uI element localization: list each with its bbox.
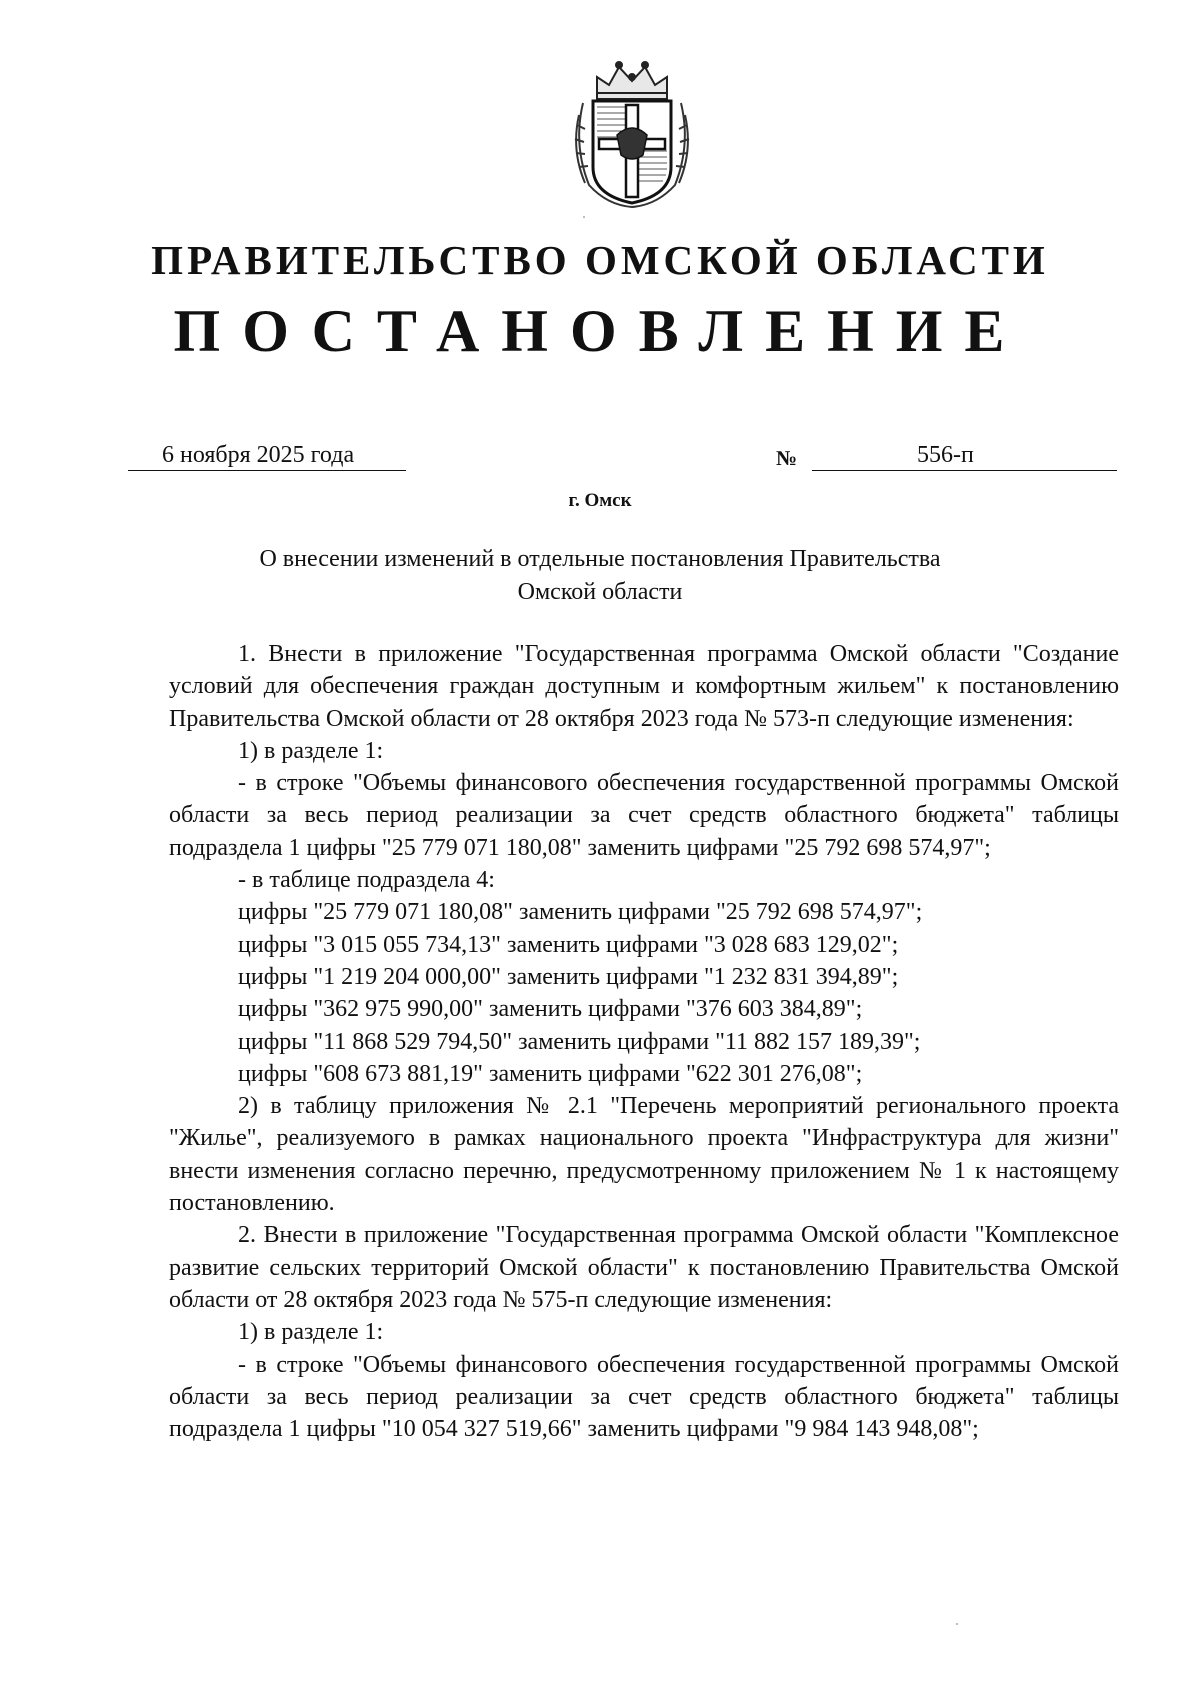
date-value: 6 ноября 2025 года bbox=[162, 442, 355, 468]
body-paragraph: цифры "11 868 529 794,50" заменить цифрами "11 882 157 189,39"; bbox=[238, 1028, 921, 1055]
body-paragraph: - в строке "Объемы финансового обеспечения государственной программы Омской области за весь период реализации за счет средств областного бюджета" таблицы подраздела 1 цифры "10 054 327 519,66" заменить цифрами "9 984 143 948,08"; bbox=[169, 1351, 1119, 1443]
document-subject bbox=[0, 543, 1200, 609]
scan-artifact bbox=[583, 216, 585, 218]
body-paragraph: цифры "1 219 204 000,00" заменить цифрами "1 232 831 394,89"; bbox=[238, 963, 899, 990]
body-paragraph: 2) в таблицу приложения № 2.1 "Перечень мероприятий регионального проекта "Жилье", реализуемого в рамках национального проекта "Инфраструктура для жизни" внести изменения согласно перечню, предусмотренному приложением № 1 к настоящему постановлению. bbox=[169, 1093, 1119, 1217]
subject-line-2: Омской области bbox=[517, 579, 683, 605]
coat-of-arms-emblem bbox=[567, 55, 697, 210]
scan-artifact bbox=[956, 1623, 958, 1625]
body-paragraph: 2. Внести в приложение "Государственная программа Омской области "Комплексное развитие сельских территорий Омской области" к постановлению Правительства Омской области от 28 октября 2023 года № 575-п следующие изменения: bbox=[169, 1222, 1119, 1313]
subject-line-1: О внесении изменений в отдельные постановления Правительства bbox=[259, 546, 941, 572]
body-paragraph: цифры "25 779 071 180,08" заменить цифрами "25 792 698 574,97"; bbox=[238, 899, 923, 926]
body-paragraph: 1. Внести в приложение "Государственная программа Омской области "Создание условий для обеспечения граждан доступным и комфортным жильем" к постановлению Правительства Омской области от 28 октября 2023 года № 573-п следующие изменения: bbox=[169, 641, 1119, 732]
body-paragraph: цифры "608 673 881,19" заменить цифрами "622 301 276,08"; bbox=[238, 1060, 863, 1087]
document-body bbox=[169, 638, 1119, 1445]
date-field bbox=[128, 440, 406, 471]
document-type-title: ПОСТАНОВЛЕНИЕ bbox=[173, 298, 1027, 364]
number-sign: № bbox=[776, 446, 798, 470]
body-paragraph: цифры "3 015 055 734,13" заменить цифрами "3 028 683 129,02"; bbox=[238, 931, 899, 958]
body-paragraph: - в строке "Объемы финансового обеспечения государственной программы Омской области за весь период реализации за счет средств областного бюджета" таблицы подраздела 1 цифры "25 779 071 180,08" заменить цифрами "25 792 698 574,97"; bbox=[169, 770, 1119, 861]
number-field bbox=[812, 440, 1117, 471]
government-title: ПРАВИТЕЛЬСТВО ОМСКОЙ ОБЛАСТИ bbox=[151, 237, 1049, 283]
city-label: г. Омск bbox=[568, 490, 632, 511]
body-paragraph: 1) в разделе 1: bbox=[238, 737, 384, 764]
body-paragraph: - в таблице подраздела 4: bbox=[238, 867, 495, 894]
body-paragraph: 1) в разделе 1: bbox=[238, 1319, 384, 1346]
body-paragraph: цифры "362 975 990,00" заменить цифрами "376 603 384,89"; bbox=[238, 996, 863, 1023]
document-number: 556-п bbox=[917, 442, 974, 468]
